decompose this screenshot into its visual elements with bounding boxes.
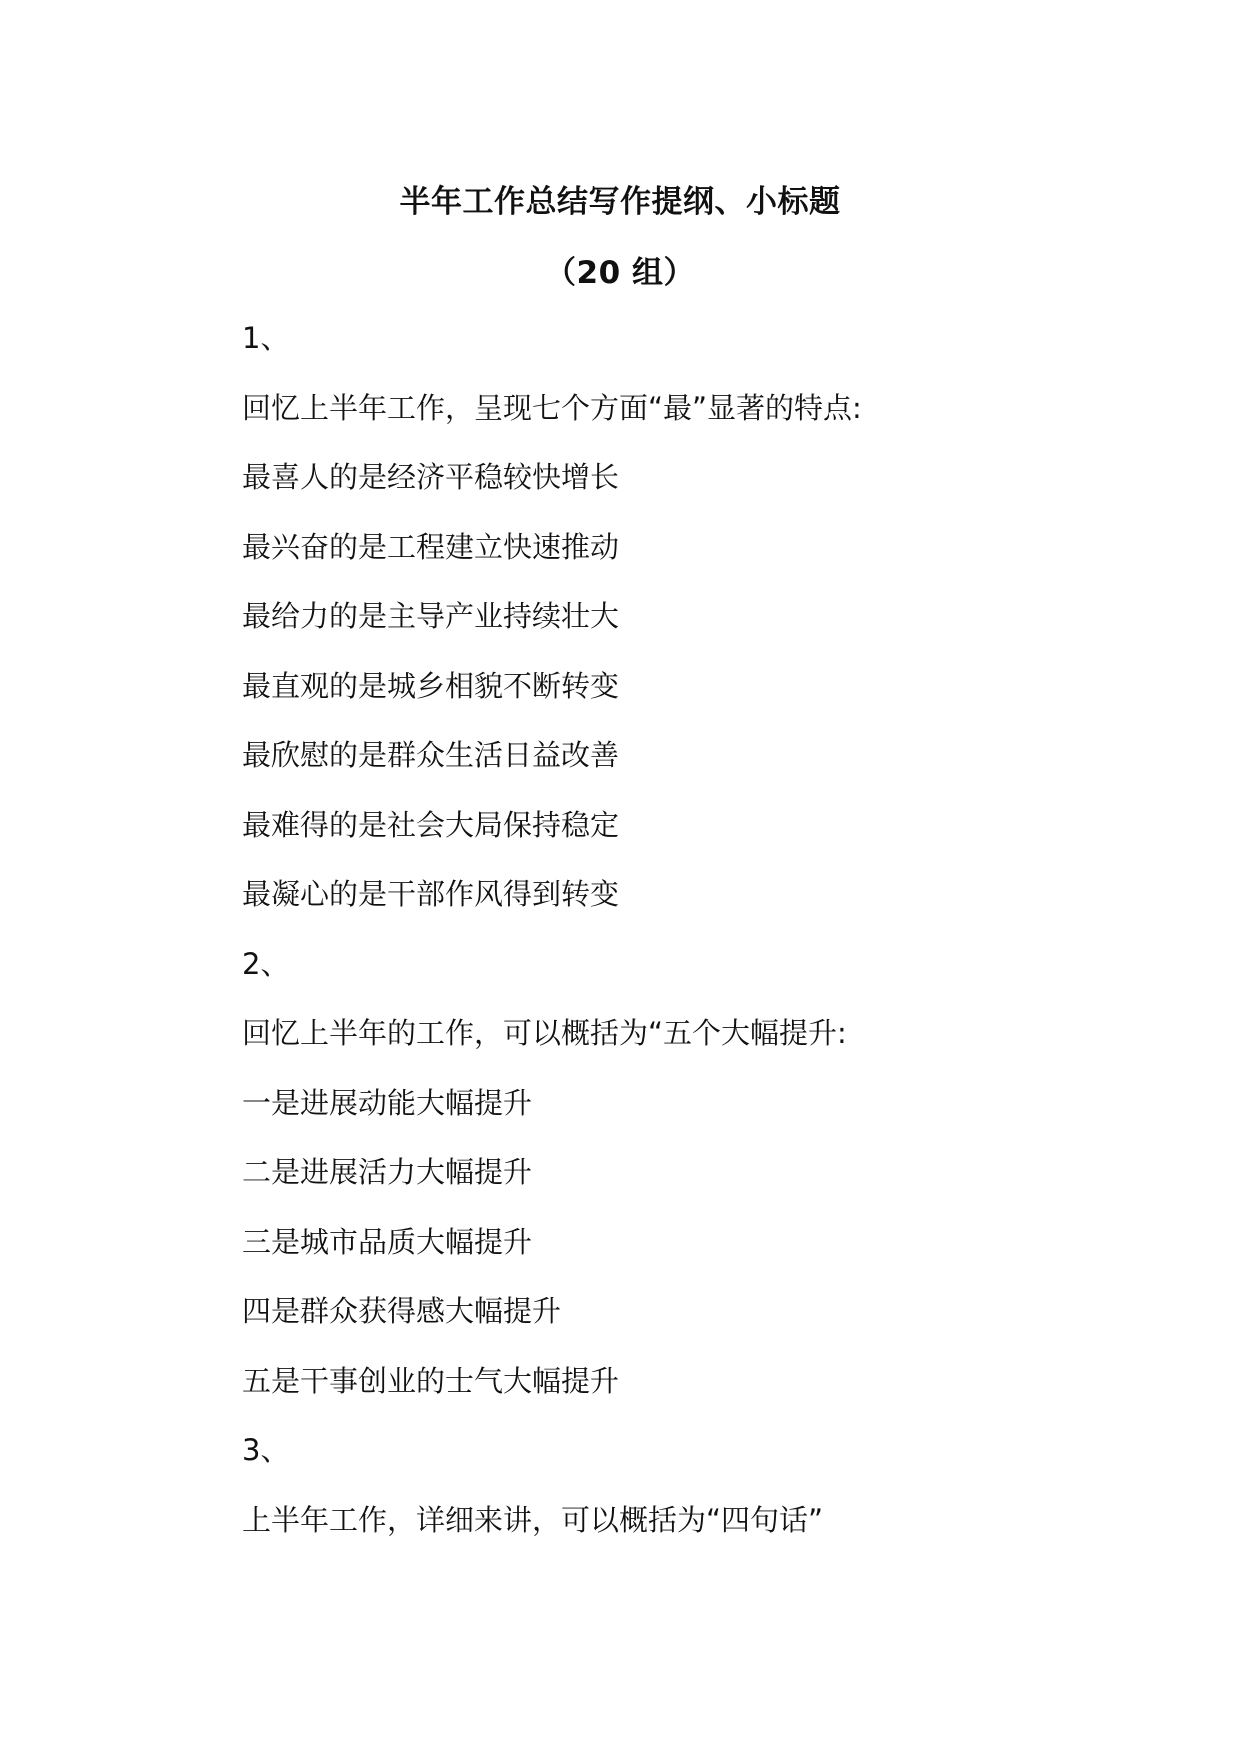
section-intro: 回忆上半年工作，呈现七个方面“最”显著的特点: [242, 391, 862, 425]
list-item: 五是干事创业的士气大幅提升 [242, 1364, 620, 1398]
list-item: 三是城市品质大幅提升 [242, 1225, 533, 1259]
section-intro: 回忆上半年的工作，可以概括为“五个大幅提升: [242, 1016, 847, 1050]
list-item: 一是进展动能大幅提升 [242, 1086, 533, 1120]
section-number: 1、 [242, 321, 290, 355]
document-subtitle: （20 组） [545, 255, 695, 291]
list-item: 最兴奋的是工程建立快速推动 [242, 530, 620, 564]
document-title: 半年工作总结写作提纲、小标题 [399, 184, 841, 220]
section-intro: 上半年工作，详细来讲，可以概括为“四句话” [242, 1503, 824, 1537]
list-item: 最喜人的是经济平稳较快增长 [242, 460, 620, 494]
section-number: 3、 [242, 1433, 290, 1467]
list-item: 最难得的是社会大局保持稳定 [242, 808, 620, 842]
list-item: 最直观的是城乡相貌不断转变 [242, 669, 620, 703]
list-item: 二是进展活力大幅提升 [242, 1155, 533, 1189]
list-item: 四是群众获得感大幅提升 [242, 1294, 562, 1328]
list-item: 最凝心的是干部作风得到转变 [242, 877, 620, 911]
list-item: 最欣慰的是群众生活日益改善 [242, 738, 620, 772]
list-item: 最给力的是主导产业持续壮大 [242, 599, 620, 633]
section-number: 2、 [242, 947, 290, 981]
